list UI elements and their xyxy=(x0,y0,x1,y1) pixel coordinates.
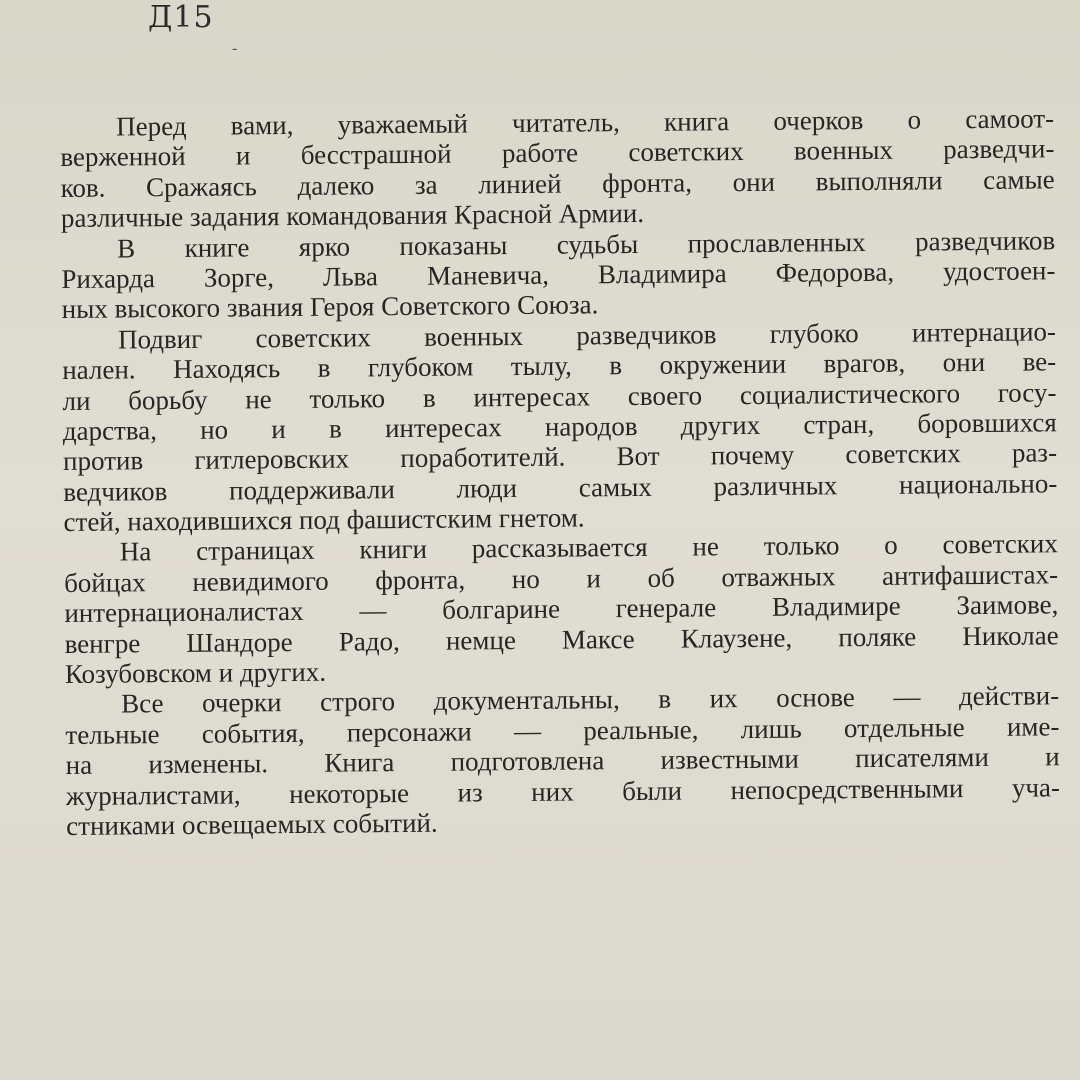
text-line: различные задания командования Красной Армии. xyxy=(60,198,645,234)
text-line: Все очерки строго документальны, в их основе — действи- xyxy=(121,680,1060,719)
text-line: ных высокого звания Героя Советского Союза. xyxy=(61,289,599,325)
text-line: стей, находившихся под фашистским гнетом. xyxy=(63,502,585,538)
text-line: венгре Шандоре Радо, немце Максе Клаузене, поляке Николае xyxy=(64,619,1059,659)
text-line: ли борьбу не только в интересах своего социалистического госу- xyxy=(62,376,1057,416)
text-line: Подвиг советских военных разведчиков глубоко интернацио- xyxy=(117,316,1057,355)
print-mark: - xyxy=(232,40,238,57)
text-line: ведчиков поддерживали люди самых различных национально- xyxy=(63,467,1058,507)
text-line: тельные события, персонажи — реальные, лишь отдельные име- xyxy=(65,711,1060,750)
annotation-text xyxy=(60,103,1060,841)
text-line: ков. Сражаясь далеко за линией фронта, они выполняли самые xyxy=(60,164,1055,203)
text-line: против гитлеровских поработителй. Вот почему советских раз- xyxy=(62,437,1058,477)
text-line: Козубовском и других. xyxy=(64,656,327,690)
text-line: В книге ярко показаны судьбы прославленных разведчиков xyxy=(117,224,1056,264)
text-line: Перед вами, уважаемый читатель, книга очерков о самоот- xyxy=(115,103,1055,142)
text-line: На страницах книги рассказывается не только о советских xyxy=(119,528,1058,567)
text-line: журналистами, некоторые из них были непосредственными уча- xyxy=(65,771,1061,811)
text-line: верженной и бесстрашной работе советских военных разведчи- xyxy=(60,133,1055,173)
text-line: на изменены. Книга подготовлена известными писателями и xyxy=(65,741,1060,781)
classification-code: Д15 xyxy=(148,0,214,35)
text-line: интернационалистах — болгарине генерале Владимире Заимове, xyxy=(64,589,1059,629)
text-line: бойцах невидимого фронта, но и об отважных антифашистах- xyxy=(63,559,1059,598)
text-line: нален. Находясь в глубоком тылу, в окружении врагов, они ве- xyxy=(62,346,1057,386)
text-line: стниками освещаемых событий. xyxy=(66,807,438,841)
text-line: дарства, но и в интересах народов других стран, боровшихся xyxy=(62,407,1057,446)
text-line: Рихарда Зорге, Льва Маневича, Владимира Федорова, удостоен- xyxy=(61,255,1056,294)
